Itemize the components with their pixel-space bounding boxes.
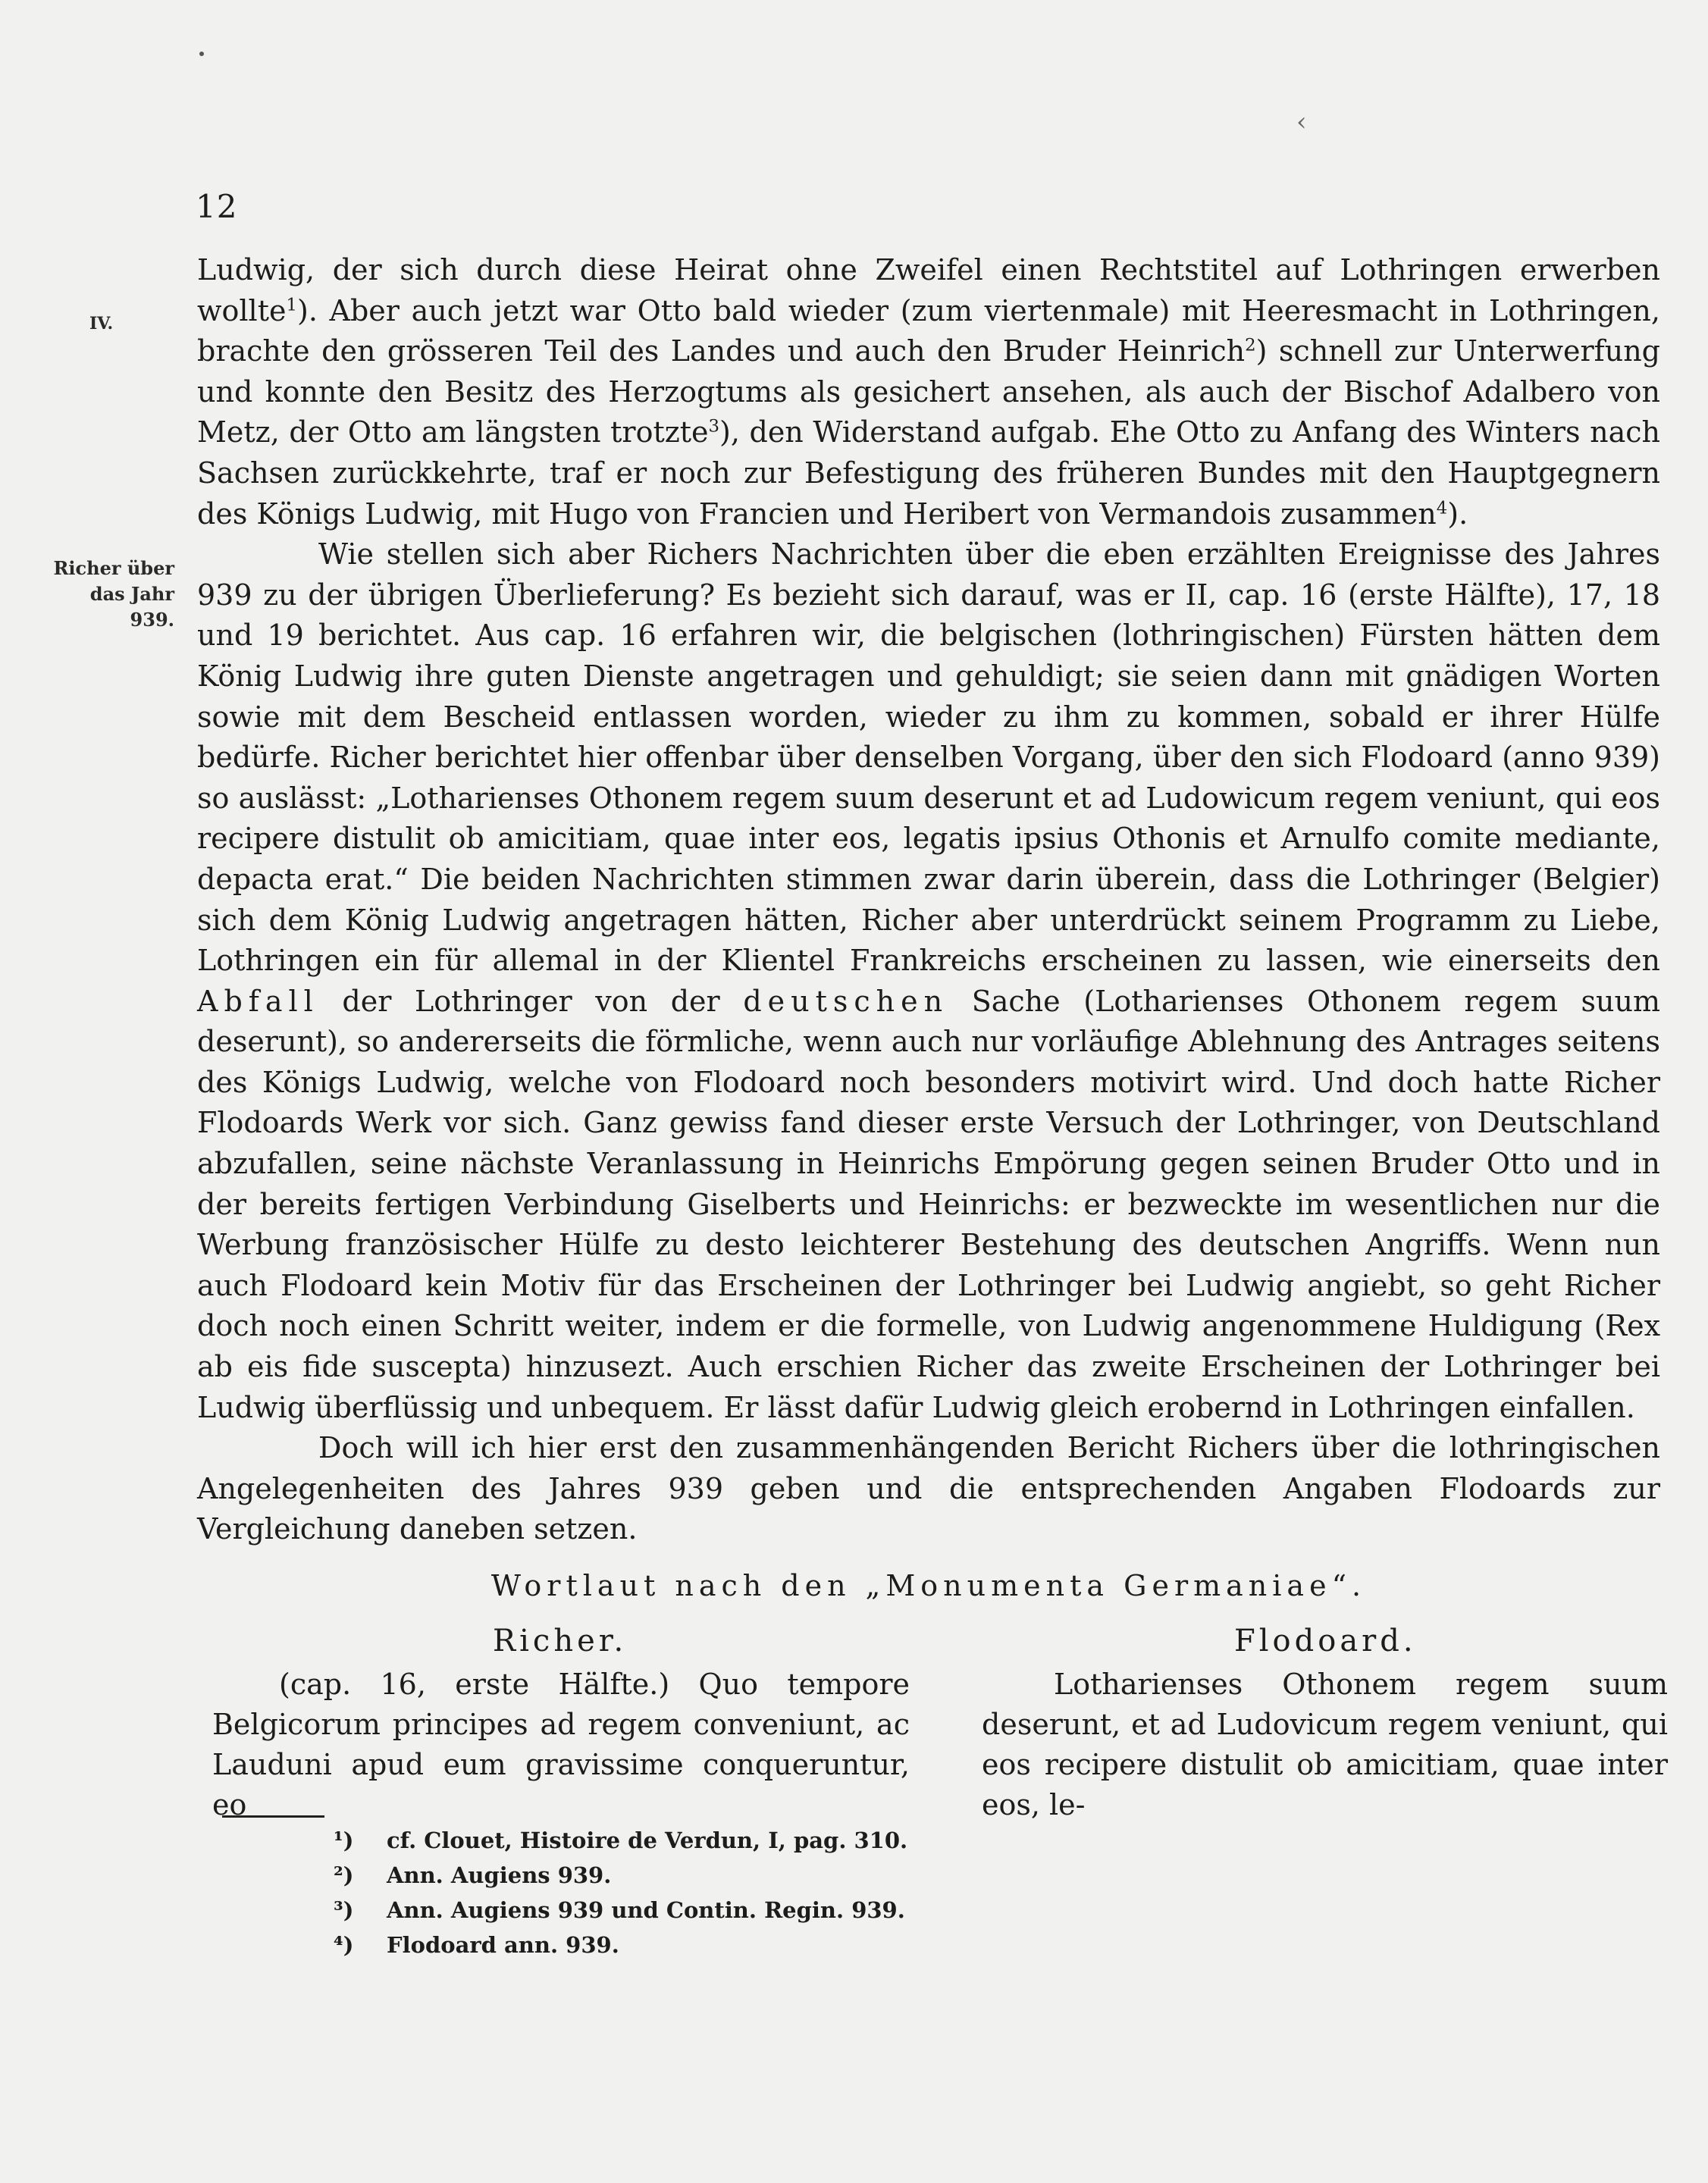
footnote-text: Flodoard ann. 939. <box>387 1932 619 1958</box>
footnote-ref: 1 <box>286 294 297 315</box>
margin-note-line: Richer über <box>53 557 174 579</box>
text-run: ). <box>1447 496 1468 531</box>
paragraph-1 <box>197 250 1660 534</box>
paragraph-2 <box>197 534 1660 1428</box>
footnote-text: Ann. Augiens 939. <box>387 1862 612 1888</box>
text-run: der Lothringer von der <box>318 984 744 1018</box>
footnote <box>334 1858 907 1893</box>
text-run: Wie stellen sich aber Richers Nachrichten über die eben erzählten Ereignisse des Jahres 939 zu der übrigen Überlieferung? Es bezieht sich darauf, was er II, cap. 16 (erste Hälfte), 17, 18 und 19 berichtet. Aus cap. 16 erfahren wir, die belgischen (lothringischen) Fürsten hätten dem König Ludwig ihre guten Dienste angetragen und gehuldigt; sie seien dann mit gnädigen Worten sowie mit dem Bescheid entlassen worden, wieder zu ihm zu kommen, sobald er ihrer Hülfe bedürfe. Richer berichtet hier offenbar über denselben Vorgang, über den sich Flodoard (anno 939) so auslässt: „Lotharienses Othonem regem suum deserunt et ad Ludowicum regem veniunt, qui eos recipere distulit ob amicitiam, quae inter eos, legatis ipsius Othonis et Arnulfo comite mediante, depacta erat.“ Die beiden Nachrichten stimmen zwar darin überein, dass die Lothringer (Belgier) sich dem König Ludwig angetragen hätten, Richer aber unterdrückt seinem Programm zu Liebe, Lothringen ein für allemal in der Klientel Frankreichs erscheinen zu lassen, wie einerseits den <box>197 537 1660 978</box>
paragraph-3: Doch will ich hier erst den zusammenhängenden Bericht Richers über die lothringischen Angelegenheiten des Jahres 939 geben und die entsprechenden Angaben Flodoards zur Vergleichung daneben setzen. <box>197 1431 1660 1546</box>
footnote-rule <box>222 1815 324 1818</box>
footnote-mark: ¹) <box>334 1828 354 1853</box>
margin-note-richer <box>44 556 174 633</box>
footnote <box>334 1893 907 1928</box>
ink-mark: ‹ <box>1296 107 1307 137</box>
column-flodoard-text: Lotharienses Othonem regem suum deserunt, et ad Ludovicum regem veniunt, qui eos recipere distulit ob amicitiam, quae inter eos, le- <box>982 1668 1668 1821</box>
text-run: Sache (Lotharienses Othonem regem suum deserunt), so andererseits die förmliche, wenn auch nur vorläufige Ablehnung des Antrages seitens des Königs Ludwig, welche von Flodoard noch besonders motivirt wird. Und doch hatte Richer Flodoards Werk vor sich. Ganz gewiss fand dieser erste Versuch der Lothringer, von Deutschland abzufallen, seine nächste Veranlassung in Heinrichs Empörung gegen seinen Bruder Otto und in der bereits fertigen Verbindung Giselberts und Heinrichs: er bezweckte im wesentlichen nur die Werbung französischer Hülfe zu desto leichterer Bestehung des deutschen Angriffs. Wenn nun auch Flodoard kein Motiv für das Erscheinen der Lothringer bei Ludwig angiebt, so geht Richer doch noch einen Schritt weiter, indem er die formelle, von Ludwig angenommene Huldigung (Rex ab eis fide suscepta) hinzusezt. Auch erschien Richer das zweite Erscheinen der Lothringer bei Ludwig überflüssig und unbequem. Er lässt dafür Ludwig gleich erobernd in Lothringen einfallen. <box>197 984 1660 1424</box>
text-run: Ludwig, der sich durch diese Heirat ohne Zweifel einen Rechtstitel auf Lothringen erwerben wollte <box>197 253 1660 327</box>
spaced-emphasis: deutschen <box>743 984 949 1018</box>
column-heading-richer: Richer. <box>493 1624 628 1658</box>
footnote-text: Ann. Augiens 939 und Contin. Regin. 939. <box>387 1897 905 1923</box>
spaced-emphasis: Abfall <box>197 984 319 1018</box>
footnote-mark: ⁴) <box>334 1932 354 1958</box>
text-run: ) schnell zur Unterwerfung und konnte den Besitz des Herzogtums als gesichert ansehen, als auch der Bischof Adalbero von Metz, der Otto am längsten trotzte <box>197 334 1660 449</box>
margin-note-section: IV. <box>89 314 114 334</box>
footnote-text: cf. Clouet, Histoire de Verdun, I, pag. 310. <box>387 1828 908 1853</box>
text-run: ), den Widerstand aufgab. Ehe Otto zu Anfang des Winters nach Sachsen zurückkehrte, traf er noch zur Befestigung des früheren Bundes mit den Hauptgegnern des Königs Ludwig, mit Hugo von Francien und Heribert von Vermandois zusammen <box>197 415 1660 531</box>
footnote <box>334 1823 907 1858</box>
section-heading: Wortlaut nach den „Monumenta Germaniae“. <box>490 1569 1367 1602</box>
footnote-ref: 3 <box>708 416 720 437</box>
main-text <box>197 250 1660 1550</box>
footnote-mark: ²) <box>334 1862 354 1888</box>
footnote-ref: 4 <box>1436 497 1448 518</box>
footnote-mark: ³) <box>334 1897 354 1923</box>
text-run: ). Aber auch jetzt war Otto bald wieder (zum viertenmale) mit Heeresmacht in Lothringen, brachte den grösseren Teil des Landes und auch den Bruder Heinrich <box>197 293 1660 368</box>
page-number: 12 <box>196 188 238 225</box>
column-heading-flodoard: Flodoard. <box>1234 1624 1417 1658</box>
ink-speck <box>199 52 204 56</box>
footnotes <box>334 1823 907 1962</box>
margin-note-line: das Jahr 939. <box>89 583 174 631</box>
column-richer-text: (cap. 16, erste Hälfte.) Quo tempore Belgicorum principes ad regem conveniunt, ac Lauduni apud eum gravissime conqueruntur, eo <box>212 1668 910 1821</box>
footnote-ref: 2 <box>1245 335 1256 355</box>
footnote <box>334 1928 907 1962</box>
